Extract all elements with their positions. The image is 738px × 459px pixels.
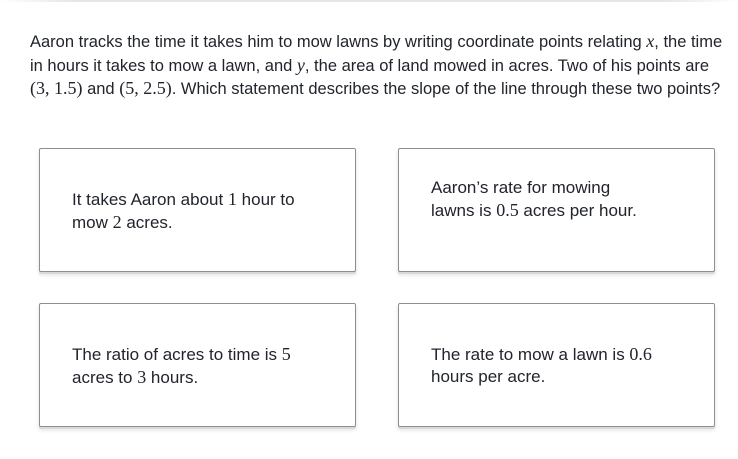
question-text-4: and [82, 80, 120, 98]
question-text-3: , the area of land mowed in acres. Two of his points are [304, 56, 710, 75]
variable-y: y [296, 54, 305, 75]
choice-3-math: 5 [281, 344, 291, 364]
choice-3-math: 3 [137, 367, 147, 387]
choice-4-text-part: hours per acre. [431, 367, 546, 386]
question-text-5: . Which statement describes the slope of the line through these two points? [171, 80, 721, 98]
top-divider [0, 0, 738, 2]
choice-3-text-part: hours. [146, 368, 199, 387]
point-one: (3, 1.5) [30, 78, 83, 98]
choice-4-text-part: The rate to mow a lawn is [431, 345, 630, 364]
choice-2-math: 0.5 [496, 200, 519, 220]
question-text-1: Aaron tracks the time it takes him to mow lawns by writing coordinate points relating [30, 33, 647, 51]
choice-4-math: 0.6 [629, 344, 652, 364]
variable-x: x [646, 31, 655, 51]
choice-3-text-part: acres to [72, 368, 138, 387]
choice-4-text [431, 343, 661, 388]
choice-3-text [72, 343, 302, 389]
choice-3-text-part: The ratio of acres to time is [72, 345, 282, 364]
point-two: (5, 2.5) [119, 78, 172, 98]
answer-choice-2[interactable] [398, 148, 715, 272]
choice-1-text-part: It takes Aaron about [72, 190, 228, 209]
choice-1-math: 1 [227, 189, 237, 209]
question-text-2: , the time in hours it takes to mow a lawn, and [30, 33, 723, 75]
answer-choice-4[interactable] [398, 303, 715, 427]
choice-1-text [72, 188, 302, 234]
answer-choice-1[interactable] [39, 148, 356, 272]
choice-2-text-part: acres per hour. [518, 201, 637, 220]
answer-choice-3[interactable] [39, 303, 356, 427]
choice-1-math: 2 [112, 212, 122, 232]
choice-2-text-part: Aaron’s rate for mowing lawns is [431, 178, 611, 220]
question-prompt [30, 30, 730, 101]
choice-1-text-part: acres. [121, 213, 173, 232]
choice-1-text-part: hour to mow [72, 190, 295, 232]
choice-2-text [431, 177, 646, 222]
